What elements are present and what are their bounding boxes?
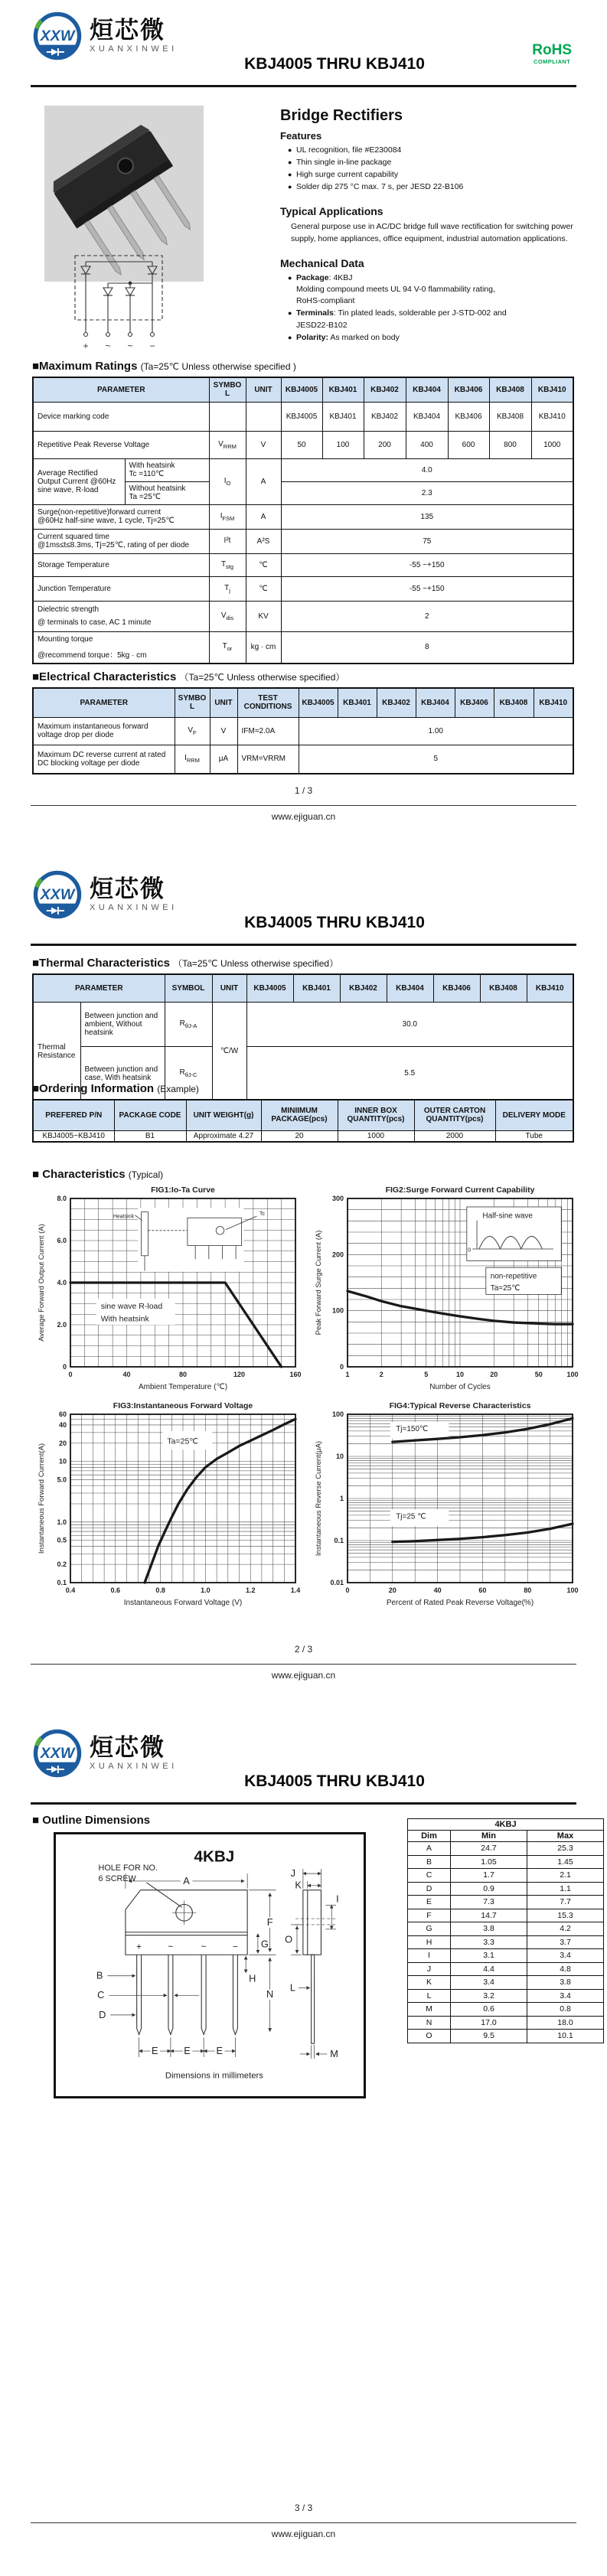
dim-label-N: N	[266, 1988, 274, 2000]
table-row: Mounting torque @recommend torque：5kg · cm $T_{or}$ kg · cm 8	[33, 631, 573, 664]
product-title: Bridge Rectifiers	[280, 107, 403, 124]
table-header-row	[408, 1831, 604, 1842]
table-header-row	[33, 1100, 573, 1130]
svg-text:40: 40	[122, 1371, 131, 1378]
terminal-minus-label: −	[149, 341, 155, 351]
col-header: KBJ401	[293, 974, 340, 1002]
page-2	[0, 859, 607, 1717]
brand-logo	[32, 1728, 178, 1779]
table-row: Junction Temperature $T_j$ ℃ -55 ~+150	[33, 576, 573, 601]
ordering-table-body	[33, 1130, 573, 1142]
col-header: PARAMETER	[33, 377, 209, 402]
bullet-icon: ●	[288, 274, 292, 282]
svg-text:FIG4:Typical Reverse Character: FIG4:Typical Reverse Characteristics	[389, 1401, 531, 1410]
col-header: KBJ406	[448, 377, 489, 402]
col-header: MINIIMUM PACKAGE(pcs)	[261, 1100, 338, 1130]
svg-text:100: 100	[566, 1371, 579, 1378]
svg-text:Percent of Rated Peak Reverse: Percent of Rated Peak Reverse Voltage(%)	[386, 1599, 534, 1607]
mechanical-list	[288, 272, 580, 344]
col-header: KBJ410	[531, 377, 573, 402]
ordering-condition: (Example)	[157, 1084, 199, 1094]
table-row: Device marking code KBJ4005 KBJ401 KBJ402 KBJ404 KBJ406 KBJ408 KBJ410	[33, 402, 573, 431]
table-row: Between junction and case, With heatsink $R_{\theta J-C}$ 5.5	[33, 1046, 573, 1101]
rohs-label: RoHS	[532, 42, 572, 58]
svg-text:2: 2	[379, 1371, 383, 1378]
svg-text:1.2: 1.2	[245, 1586, 256, 1594]
logo-monogram: XXW	[40, 1745, 75, 1762]
svg-text:1: 1	[345, 1371, 350, 1378]
svg-text:100: 100	[331, 1410, 344, 1418]
feature-text: Thin single in-line package	[296, 158, 392, 167]
max-ratings-condition: (Ta=25℃ Unless otherwise specified )	[140, 361, 296, 372]
website-link[interactable]: www.ejiguan.cn	[271, 1670, 336, 1681]
page-3	[0, 1717, 607, 2576]
doc-title: KBJ4005 THRU KBJ410	[244, 1772, 425, 1790]
svg-text:Number of Cycles: Number of Cycles	[429, 1383, 491, 1391]
rohs-compliant-label: COMPLIANT	[534, 57, 571, 65]
svg-text:1.0: 1.0	[57, 1518, 67, 1526]
table-header-row	[33, 688, 573, 717]
thermal-condition: （Ta=25℃ Unless otherwise specified）	[173, 958, 339, 969]
dim-label-M: M	[330, 2047, 338, 2059]
col-header: KBJ402	[377, 688, 416, 717]
svg-text:40: 40	[433, 1586, 442, 1594]
features-heading: Features	[280, 130, 322, 142]
col-header: KBJ410	[527, 974, 573, 1002]
brand-logo	[32, 11, 178, 61]
table-row: Storage Temperature $T_{stg}$ ℃ -55 ~+150	[33, 553, 573, 576]
col-header: PARAMETER	[33, 974, 165, 1002]
col-header: TEST CONDITIONS	[237, 688, 299, 717]
dim-label-I: I	[336, 1893, 339, 1905]
table-row: G 3.8 4.2	[408, 1922, 604, 1936]
col-header: KBJ4005	[299, 688, 338, 717]
svg-text:160: 160	[289, 1371, 302, 1378]
mech-label: Polarity:	[296, 333, 329, 342]
outline-heading: ■ Outline Dimensions	[32, 1814, 151, 1827]
col-header: KBJ408	[480, 974, 527, 1002]
dim-label-A: A	[183, 1874, 190, 1886]
brand-name-en: XUANXINWEI	[90, 903, 178, 913]
brand-logo-icon	[32, 869, 83, 920]
table-row: Maximum instantaneous forward voltage drop per diode $V_F$ V IFM=2.0A 1.00	[33, 717, 573, 745]
svg-text:0: 0	[468, 1247, 472, 1254]
footer-rule	[31, 1664, 576, 1665]
dim-label-E: E	[152, 2044, 158, 2056]
svg-text:0.6: 0.6	[110, 1586, 121, 1594]
col-header: INNER BOX QUANTITY(pcs)	[338, 1100, 414, 1130]
mech-label: Package	[296, 273, 329, 282]
doc-title: KBJ4005 THRU KBJ410	[244, 55, 425, 73]
characteristics-condition: (Typical)	[128, 1169, 164, 1180]
page-header	[31, 868, 576, 946]
col-header: KBJ401	[338, 688, 377, 717]
col-header: UNIT	[212, 974, 246, 1002]
svg-text:100: 100	[331, 1306, 344, 1315]
col-header: SYMBOL	[165, 974, 212, 1002]
svg-text:4.0: 4.0	[57, 1279, 67, 1286]
svg-text:Instantaneous Forward Current(: Instantaneous Forward Current(A)	[38, 1443, 46, 1554]
dimensions-table-body	[408, 1842, 604, 2043]
electrical-condition: （Ta=25℃ Unless otherwise specified）	[179, 672, 345, 683]
mech-item-polarity	[288, 331, 580, 344]
svg-text:20: 20	[388, 1586, 397, 1594]
svg-text:0.01: 0.01	[330, 1579, 344, 1586]
max-ratings-table	[32, 377, 574, 664]
col-header: KBJ401	[322, 377, 364, 402]
col-header: KBJ406	[433, 974, 480, 1002]
svg-text:20: 20	[490, 1371, 498, 1378]
col-header: KBJ402	[340, 974, 387, 1002]
dim-label-B: B	[96, 1969, 103, 1981]
dim-label-E: E	[216, 2044, 224, 2056]
dimensions-table	[407, 1818, 604, 2043]
mech-text: : 4KBJ	[328, 273, 353, 282]
table-row: N 17.0 18.0	[408, 2016, 604, 2030]
page-1	[0, 0, 607, 859]
col-header: Min	[451, 1831, 527, 1842]
electrical-heading: ■Electrical Characteristics （Ta=25℃ Unless otherwise specified）	[32, 670, 345, 683]
col-header: KBJ408	[494, 688, 534, 717]
table-row: D 0.9 1.1	[408, 1882, 604, 1896]
col-header: OUTER CARTON QUANTITY(pcs)	[414, 1100, 495, 1130]
brand-name-cn: 烜芯微	[90, 1733, 165, 1761]
svg-text:8.0: 8.0	[57, 1195, 67, 1202]
mech-item-package	[288, 272, 580, 284]
dim-label-E: E	[184, 2044, 191, 2056]
page-header	[31, 9, 576, 87]
col-header: KBJ404	[387, 974, 433, 1002]
svg-text:0.4: 0.4	[65, 1586, 76, 1594]
svg-text:1: 1	[339, 1495, 344, 1502]
outline-polarity-ac1: ~	[168, 1942, 174, 1952]
col-header: KBJ410	[534, 688, 573, 717]
outline-polarity-plus: +	[136, 1942, 142, 1952]
brand-name-cn: 烜芯微	[90, 875, 165, 902]
footer-rule	[31, 2522, 576, 2523]
col-header: KBJ4005	[246, 974, 293, 1002]
table-row: Dielectric strength @ terminals to case, AC 1 minute $V_{dis}$ KV 2	[33, 601, 573, 631]
col-header: DELIVERY MODE	[495, 1100, 573, 1130]
feature-item	[288, 144, 580, 156]
hole-note-line2: 6 SCREW	[98, 1873, 136, 1883]
dim-label-H: H	[249, 1972, 256, 1984]
svg-text:Peak Forward Surge Current (A): Peak Forward Surge Current (A)	[315, 1230, 323, 1335]
col-header: UNIT WEIGHT(g)	[186, 1100, 261, 1130]
brand-logo-icon	[32, 1728, 83, 1779]
col-header: KBJ408	[489, 377, 531, 402]
svg-text:0: 0	[339, 1363, 344, 1371]
svg-text:Ta=25℃: Ta=25℃	[167, 1436, 199, 1446]
svg-text:300: 300	[331, 1195, 344, 1202]
svg-text:0.1: 0.1	[57, 1579, 67, 1586]
col-header: KBJ404	[406, 377, 448, 402]
brand-name-cn: 烜芯微	[90, 16, 165, 44]
col-header: Dim	[408, 1831, 451, 1842]
feature-item	[288, 156, 580, 168]
col-header: KBJ406	[455, 688, 494, 717]
svg-text:0.8: 0.8	[155, 1586, 165, 1594]
svg-text:0: 0	[62, 1363, 67, 1371]
dim-label-F: F	[266, 1916, 273, 1928]
svg-text:200: 200	[331, 1251, 344, 1259]
rohs-badge	[532, 43, 572, 65]
bullet-icon: ●	[288, 183, 292, 191]
mech-package-sub: Molding compound meets UL 94 V-0 flammability rating, RoHS-compliant	[296, 285, 495, 305]
svg-text:FIG2:Surge Forward Current Cap: FIG2:Surge Forward Current Capability	[385, 1185, 535, 1195]
dim-label-G: G	[260, 1938, 269, 1950]
dim-label-C: C	[97, 1989, 105, 2001]
col-header: SYMBOL	[209, 377, 246, 402]
outline-package-name: 4KBJ	[194, 1847, 235, 1866]
outline-polarity-ac2: ~	[201, 1942, 207, 1952]
overview-column	[280, 107, 580, 344]
bullet-icon: ●	[288, 171, 292, 178]
bullet-icon: ●	[288, 334, 292, 341]
dim-label-J: J	[290, 1867, 296, 1880]
svg-text:Instantaneous Forward Voltage: Instantaneous Forward Voltage (V)	[123, 1599, 243, 1607]
col-header: Max	[527, 1831, 604, 1842]
thermal-heading: ■Thermal Characteristics （Ta=25℃ Unless otherwise specified）	[32, 957, 339, 970]
svg-text:sine wave R-load: sine wave R-load	[100, 1302, 163, 1312]
svg-text:80: 80	[524, 1586, 532, 1594]
electrical-table	[32, 687, 574, 774]
svg-text:Tc: Tc	[259, 1211, 265, 1217]
mech-item-terminals	[288, 307, 580, 331]
fig4-reverse-characteristics-chart	[312, 1399, 582, 1610]
table-row: C 1.7 2.1	[408, 1869, 604, 1883]
terminal-ac2-label: ~	[127, 341, 133, 351]
table-row: H 3.3 3.7	[408, 1935, 604, 1949]
col-header: KBJ404	[416, 688, 455, 717]
feature-text: High surge current capability	[296, 170, 399, 179]
mech-text: As marked on body	[328, 333, 400, 342]
table-row: O 9.5 10.1	[408, 2030, 604, 2043]
col-header: PARAMETER	[33, 688, 175, 717]
dimensions-table-title: 4KBJ	[408, 1819, 604, 1831]
table-header-row	[33, 377, 573, 402]
table-row: KBJ4005~KBJ410 B1 Approximate 4.27 20 1000 2000 Tube	[33, 1130, 573, 1142]
svg-text:120: 120	[233, 1371, 246, 1378]
svg-text:10: 10	[455, 1371, 465, 1378]
table-row: J 4.4 4.8	[408, 1962, 604, 1976]
col-header: KBJ4005	[281, 377, 322, 402]
bullet-icon: ●	[288, 146, 292, 154]
svg-text:Average Forward Output Current: Average Forward Output Current (A)	[38, 1224, 46, 1342]
table-row: Current squared time @1ms≤t≤8.3ms, Tj=25℃, rating of per diode I²t A²S 75	[33, 529, 573, 553]
hole-note-line1: HOLE FOR NO.	[98, 1864, 158, 1873]
svg-text:Half-sine wave: Half-sine wave	[482, 1211, 533, 1221]
feature-item	[288, 168, 580, 181]
table-row: L 3.2 3.4	[408, 1989, 604, 2003]
table-row: Repetitive Peak Reverse Voltage $V_{RRM}$ V 50 100 200 400 600 800 1000	[33, 431, 573, 458]
applications-body: General purpose use in AC/DC bridge full wave rectification for switching power supply, home appliances, office equipment, industrial automation applications.	[291, 222, 573, 243]
ordering-table	[32, 1099, 574, 1143]
svg-text:FIG3:Instantaneous Forward Vol: FIG3:Instantaneous Forward Voltage	[113, 1401, 253, 1410]
logo-monogram: XXW	[40, 886, 75, 904]
feature-item	[288, 181, 580, 193]
table-row: Surge(non-repetitive)forward current @60Hz half-sine wave, 1 cycle, Tj=25℃ $I_{FSM}$ A 135	[33, 504, 573, 529]
table-row: K 3.4 3.8	[408, 1976, 604, 1990]
outline-drawing	[54, 1832, 366, 2098]
svg-text:20: 20	[58, 1439, 67, 1447]
table-row: Maximum DC reverse current at rated DC blocking voltage per diode $I_{RRM}$ μA VRM=VRRM 5	[33, 745, 573, 774]
table-row: M 0.6 0.8	[408, 2003, 604, 2017]
svg-text:0: 0	[68, 1371, 73, 1378]
svg-text:10: 10	[335, 1453, 344, 1460]
table-row: F 14.7 15.3	[408, 1909, 604, 1922]
website-link[interactable]: www.ejiguan.cn	[271, 811, 336, 822]
terminal-plus-label: +	[83, 341, 89, 351]
table-row: Without heatsink Ta =25℃ 2.3	[33, 481, 573, 504]
terminal-ac1-label: ~	[105, 341, 111, 351]
table-row: E 7.3 7.7	[408, 1896, 604, 1909]
svg-text:60: 60	[478, 1586, 487, 1594]
svg-text:0.1: 0.1	[334, 1537, 344, 1544]
table-header-row	[408, 1819, 604, 1831]
svg-text:0.2: 0.2	[57, 1560, 67, 1569]
feature-text: Solder dip 275 °C max. 7 s, per JESD 22-B106	[296, 182, 464, 191]
table-row: Average Rectified Output Current @60Hz sine wave, R-load With heatsink Tc =110℃ $I_O$ A 4.0	[33, 458, 573, 481]
svg-text:Instantaneous Reverse Current(: Instantaneous Reverse Current(μA)	[315, 1440, 323, 1557]
characteristics-heading: ■ Characteristics (Typical)	[32, 1168, 164, 1181]
svg-text:non-repetitive: non-repetitive	[490, 1272, 537, 1281]
fig3-forward-voltage-chart	[35, 1399, 305, 1610]
applications-heading: Typical Applications	[280, 205, 383, 217]
mech-label: Terminals	[296, 308, 334, 318]
logo-monogram: XXW	[40, 28, 75, 45]
col-header: SYMBOL	[175, 688, 210, 717]
svg-text:FIG1:Io-Ta Curve: FIG1:Io-Ta Curve	[151, 1185, 215, 1195]
bullet-icon: ●	[288, 158, 292, 166]
dim-label-O: O	[285, 1933, 293, 1945]
brand-name-en: XUANXINWEI	[90, 1762, 178, 1772]
svg-text:5.0: 5.0	[57, 1475, 67, 1484]
fig1-io-ta-curve-chart	[35, 1183, 305, 1394]
outline-caption: Dimensions in millimeters	[165, 2071, 263, 2081]
table-header-row	[33, 974, 573, 1002]
svg-text:Ambient Temperature (℃): Ambient Temperature (℃)	[138, 1383, 228, 1391]
ordering-heading: ■Ordering Information (Example)	[32, 1082, 199, 1095]
svg-text:Tj=25 ℃: Tj=25 ℃	[396, 1512, 426, 1521]
table-row: Thermal Resistance Between junction and ambient, Without heatsink $R_{\theta J-A}$ ℃/W 30.0	[33, 1002, 573, 1046]
svg-text:0: 0	[345, 1586, 350, 1594]
mech-text: : Tin plated leads, solderable per J-STD-002 and JESD22-B102	[296, 308, 507, 330]
bridge-schematic	[70, 253, 170, 355]
col-header: KBJ402	[364, 377, 406, 402]
table-row: B 1.05 1.45	[408, 1855, 604, 1869]
page-number: 1 / 3	[294, 785, 313, 796]
outline-polarity-minus: −	[232, 1942, 238, 1952]
dim-label-K: K	[295, 1879, 302, 1891]
page-header	[31, 1727, 576, 1805]
col-header: PREFERED P/N	[33, 1100, 114, 1130]
svg-text:40: 40	[58, 1420, 67, 1429]
col-header: UNIT	[210, 688, 237, 717]
page-number: 3 / 3	[294, 2503, 313, 2513]
col-header: PACKAGE CODE	[114, 1100, 186, 1130]
svg-text:Ta=25℃: Ta=25℃	[490, 1283, 521, 1293]
brand-name-en: XUANXINWEI	[90, 44, 178, 54]
website-link[interactable]: www.ejiguan.cn	[271, 2529, 336, 2539]
table-row: I 3.1 3.4	[408, 1949, 604, 1963]
svg-text:1.0: 1.0	[201, 1586, 210, 1594]
svg-text:Tj=150℃: Tj=150℃	[396, 1425, 429, 1433]
feature-text: UL recognition, file #E230084	[296, 145, 402, 155]
svg-text:Heatsink: Heatsink	[113, 1214, 135, 1220]
svg-text:1.4: 1.4	[290, 1586, 301, 1594]
fig2-surge-current-chart	[312, 1183, 582, 1394]
bullet-icon: ●	[288, 309, 292, 317]
doc-title: KBJ4005 THRU KBJ410	[244, 914, 425, 931]
svg-text:50: 50	[534, 1371, 543, 1378]
svg-text:0.5: 0.5	[57, 1536, 67, 1544]
svg-text:80: 80	[178, 1371, 188, 1378]
svg-text:60: 60	[58, 1410, 67, 1418]
dim-label-D: D	[99, 2008, 106, 2020]
table-row: A 24.7 25.3	[408, 1842, 604, 1856]
svg-text:5: 5	[424, 1371, 429, 1378]
brand-logo-icon	[32, 11, 83, 61]
max-ratings-heading: ■Maximum Ratings (Ta=25℃ Unless otherwise specified )	[32, 360, 296, 373]
mechanical-heading: Mechanical Data	[280, 257, 364, 269]
svg-text:10: 10	[58, 1457, 67, 1466]
svg-text:2.0: 2.0	[57, 1321, 67, 1329]
brand-logo	[32, 869, 178, 920]
features-list	[288, 144, 580, 193]
footer-rule	[31, 805, 576, 806]
svg-text:6.0: 6.0	[57, 1237, 67, 1244]
page-number: 2 / 3	[294, 1644, 313, 1655]
svg-text:100: 100	[566, 1586, 579, 1594]
svg-text:With heatsink: With heatsink	[100, 1314, 149, 1324]
col-header: UNIT	[246, 377, 281, 402]
dim-label-L: L	[289, 1981, 296, 1994]
